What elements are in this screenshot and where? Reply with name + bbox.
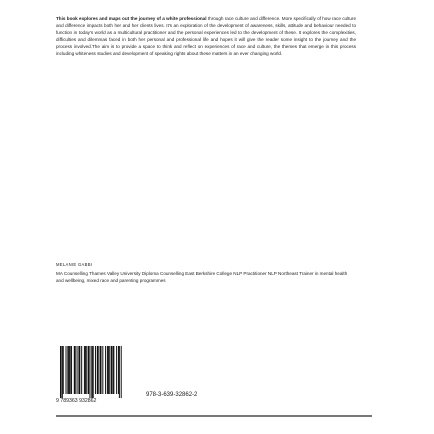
- barcode-bar: [84, 346, 85, 394]
- barcode-bar: [88, 346, 90, 394]
- barcode-digits: 9 789363 932862: [56, 398, 97, 404]
- barcode-bar: [121, 346, 122, 398]
- barcode-bar: [105, 346, 106, 394]
- barcode-bar: [113, 346, 114, 394]
- isbn: 978-3-639-32862-2: [146, 392, 198, 398]
- barcode-bar: [77, 346, 78, 394]
- barcode-bar: [109, 346, 110, 394]
- barcode-bar: [108, 346, 109, 394]
- author-bio: MA Counselling Thames Valley University Diploma Counselling East Berkshire College NLP Practitioner NLP Northeast Trainer in mental health and wellbeing, mixed race and parenting programmes: [56, 271, 348, 283]
- barcode-bar: [97, 346, 99, 394]
- barcode-bar: [92, 346, 94, 398]
- barcode-bar: [74, 346, 76, 394]
- barcode-bar: [81, 346, 82, 394]
- barcode-bar: [78, 346, 80, 394]
- barcode-bar: [60, 346, 62, 398]
- barcode-bar: [100, 346, 101, 394]
- barcode: [56, 344, 126, 404]
- author-name: MELANIE GABBI: [56, 262, 93, 267]
- barcode-bar: [63, 346, 64, 394]
- barcode-bar: [85, 346, 86, 394]
- barcode-bar: [91, 346, 92, 398]
- barcode-bar: [119, 346, 120, 398]
- barcode-bar: [95, 346, 96, 394]
- barcode-bar: [112, 346, 113, 394]
- barcode-bar: [67, 346, 68, 394]
- blurb-lead: This book explores and maps out the journey of a white professional: [56, 16, 207, 21]
- barcode-bar: [107, 346, 108, 394]
- barcode-bar: [66, 346, 67, 394]
- blurb-text: through race culture and difference. More specifically of how race culture and difference impacts both her and her clients lives. It's an exploration of the development of awareness, skills, attitude and behaviour needed to function in today's world as a multicultural practitioner and the personal experiences led to the development of these. It explores the complexities, difficulties and dilemmas faced in both her personal and professional life and hopes it will give the reader some insight to the journey and the process involved.The aim is to provide a space to think and reflect on experiences of race and culture, the themes that emerge in this process including whiteness studies and development of speaking rights about these matters in an ever changing world.: [56, 16, 357, 56]
- author-section: [56, 262, 356, 284]
- barcode-bar: [118, 346, 119, 394]
- barcode-bar: [111, 346, 113, 394]
- barcode-bar: [86, 346, 87, 394]
- barcode-bar: [69, 346, 71, 394]
- barcode-bar: [102, 346, 103, 394]
- barcode-bar: [62, 346, 63, 398]
- barcode-bar: [89, 346, 90, 398]
- barcode-bar: [68, 346, 69, 394]
- barcode-bar: [100, 346, 101, 394]
- barcode-icon: [56, 344, 126, 404]
- barcode-bar: [116, 346, 117, 394]
- barcode-bar: [71, 346, 72, 394]
- footer-rule: [56, 415, 372, 417]
- back-cover-blurb: [56, 16, 356, 57]
